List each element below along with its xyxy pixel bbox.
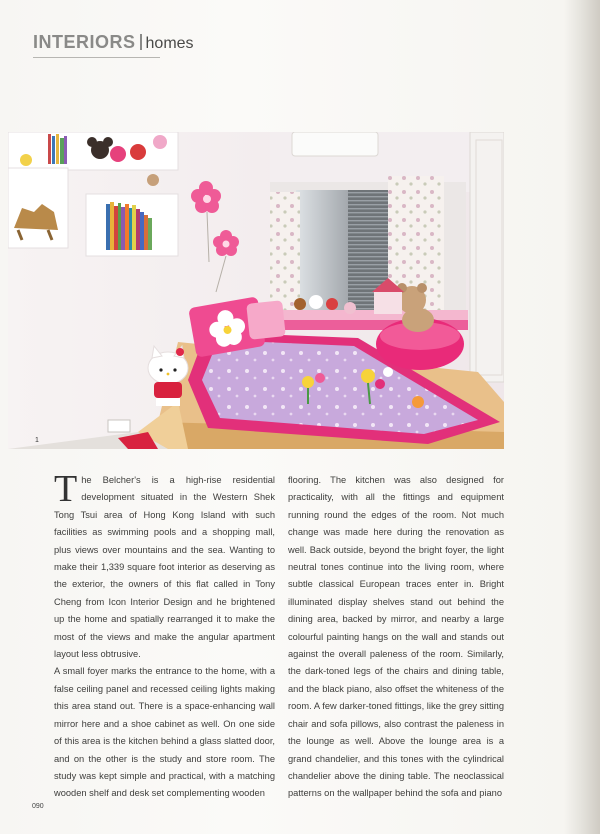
photo-number: 1 bbox=[35, 437, 39, 444]
drop-cap: T bbox=[54, 468, 78, 510]
section-subtitle: homes bbox=[145, 35, 194, 52]
header-rule bbox=[33, 57, 160, 58]
air-conditioner bbox=[292, 132, 378, 156]
left-curtain bbox=[270, 192, 300, 310]
wardrobe bbox=[470, 132, 504, 382]
article-paragraph: A small foyer marks the entrance to the home, with a false ceiling panel and recessed ceiling lights making this area stand out. There is a space-enhancing wall mirror here and a shoe cabinet as well. On one side of this area is the kitchen behind a glass slatted door, and on the other is the study and store room. The study was kept simple and practical, with a matching wooden shelf and desk set complementing wooden bbox=[54, 666, 275, 799]
section-header bbox=[33, 32, 194, 53]
article-paragraph: he Belcher's is a high-rise residential development situated in the Western Shek Tong Tsui area of Hong Kong Island with such facilities as swimming pools and a shopping mall, plus views over mountains and the sea. Wanting to make their 1,339 square foot interior as deserving as the exterior, the owners of this flat called in Tony Cheng from Icon Interior Design and he brightened up the home and spatially rearranged it to make the most of the views and make the angular apartment layout less obtrusive. bbox=[54, 475, 275, 660]
header-divider bbox=[140, 34, 142, 50]
article-right-column bbox=[288, 472, 504, 803]
wall-socket bbox=[108, 420, 130, 432]
page-number: 090 bbox=[32, 803, 44, 810]
article-paragraph: flooring. The kitchen was also designed for practicality, with all the fittings and equipment running round the edges of the room. Not much change was made here during the renovation as well. Back outside, beyond the bright foyer, the light neutral tones continue into the living room, where subtle classical European traces enter in. Bright illuminated display shelves stand out behind the dining area, backed by mirror, and nearby a large colourful painting hangs on the wall and stands out against the overall paleness of the room. Similarly, the dark-toned legs of the chairs and dining table, and the black piano, also offset the whiteness of the room. A few darker-toned fittings, like the grey sitting chair and sofa pillows, also contrast the paleness in the lounge as well. Above the lounge area is a grand chandelier, and this tones with the cylindrical chandelier above the dining table. The neoclassical patterns on the wallpaper behind the sofa and piano bbox=[288, 475, 504, 799]
article-left-column bbox=[54, 468, 275, 803]
bedroom-photo bbox=[8, 132, 504, 449]
section-title: INTERIORS bbox=[33, 32, 136, 52]
